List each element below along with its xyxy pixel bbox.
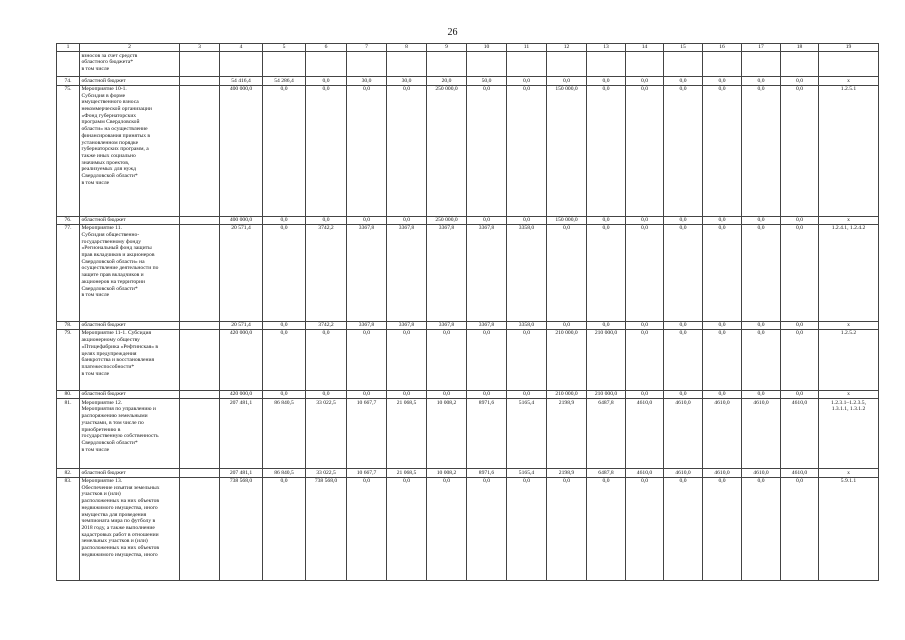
value-cell: 0,0: [467, 330, 507, 391]
value-cell: 0,0: [626, 477, 664, 580]
value-cell: 4610,0: [626, 399, 664, 469]
value-cell: [742, 52, 781, 77]
table-row: [57, 321, 879, 329]
item-name-cell: взносов за счет средств областного бюджета* в том числе: [80, 52, 180, 77]
value-cell: 4610,0: [742, 469, 781, 477]
value-cell: [626, 52, 664, 77]
value-cell: 0,0: [742, 224, 781, 321]
item-name-cell: областной бюджет: [80, 469, 180, 477]
value-cell: 0,0: [781, 391, 819, 399]
column-number-cell: 9: [427, 44, 467, 52]
value-cell: 4610,0: [626, 469, 664, 477]
row-number-cell: 74.: [57, 77, 80, 85]
value-cell: 21 068,5: [387, 469, 427, 477]
value-cell: 4610,0: [703, 399, 742, 469]
value-cell: [180, 52, 220, 77]
value-cell: 0,0: [547, 477, 587, 580]
value-cell: 0,0: [467, 216, 507, 224]
value-cell: 0,0: [664, 391, 703, 399]
value-cell: [180, 330, 220, 391]
value-cell: 0,0: [467, 391, 507, 399]
value-cell: 0,0: [626, 321, 664, 329]
value-cell: 2198,9: [547, 469, 587, 477]
value-cell: 1.2.3.1–1.2.3.5, 1.3.1.1, 1.3.1.2: [819, 399, 879, 469]
value-cell: 8971,6: [467, 399, 507, 469]
value-cell: 0,0: [387, 216, 427, 224]
value-cell: 5165,4: [507, 399, 547, 469]
value-cell: 0,0: [347, 330, 387, 391]
value-cell: 0,0: [547, 321, 587, 329]
value-cell: 0,0: [263, 85, 306, 216]
value-cell: 0,0: [587, 85, 626, 216]
value-cell: 250 000,0: [427, 216, 467, 224]
value-cell: 0,0: [664, 224, 703, 321]
value-cell: х: [819, 216, 879, 224]
value-cell: 5165,4: [507, 469, 547, 477]
value-cell: 0,0: [626, 77, 664, 85]
value-cell: 0,0: [781, 77, 819, 85]
value-cell: 33 022,5: [306, 399, 347, 469]
value-cell: 20 571,4: [220, 224, 263, 321]
item-name-cell: областной бюджет: [80, 391, 180, 399]
value-cell: 4610,0: [742, 399, 781, 469]
value-cell: [664, 52, 703, 77]
row-number-cell: [57, 52, 80, 77]
column-number-cell: 7: [347, 44, 387, 52]
table-row: [57, 391, 879, 399]
value-cell: 0,0: [626, 85, 664, 216]
column-number-cell: 16: [703, 44, 742, 52]
value-cell: 3367,8: [387, 224, 427, 321]
value-cell: 0,0: [263, 224, 306, 321]
value-cell: 0,0: [703, 321, 742, 329]
value-cell: 0,0: [664, 330, 703, 391]
value-cell: [587, 52, 626, 77]
value-cell: 0,0: [263, 477, 306, 580]
value-cell: 0,0: [507, 477, 547, 580]
value-cell: 150 000,0: [547, 216, 587, 224]
value-cell: [507, 52, 547, 77]
column-number-cell: 15: [664, 44, 703, 52]
value-cell: [703, 52, 742, 77]
value-cell: 6487,8: [587, 469, 626, 477]
value-cell: 3358,0: [507, 224, 547, 321]
value-cell: 0,0: [467, 477, 507, 580]
value-cell: 0,0: [507, 330, 547, 391]
value-cell: 0,0: [742, 391, 781, 399]
value-cell: [180, 477, 220, 580]
column-number-cell: 6: [306, 44, 347, 52]
value-cell: 54 416,4: [220, 77, 263, 85]
value-cell: 0,0: [507, 77, 547, 85]
value-cell: 0,0: [742, 77, 781, 85]
value-cell: [180, 391, 220, 399]
item-name-cell: Мероприятие 12. Мероприятия по управлению и распоряжению земельными участками, в том числе по приобретению в государственную собственность Свердловской области* в том числе: [80, 399, 180, 469]
item-name-cell: областной бюджет: [80, 321, 180, 329]
value-cell: 0,0: [781, 330, 819, 391]
value-cell: [306, 52, 347, 77]
value-cell: 150 000,0: [547, 85, 587, 216]
value-cell: 3367,8: [427, 224, 467, 321]
value-cell: 210 000,0: [547, 330, 587, 391]
value-cell: [180, 216, 220, 224]
value-cell: 0,0: [263, 330, 306, 391]
value-cell: 0,0: [703, 77, 742, 85]
item-name-cell: Мероприятие 13. Обеспечение изъятия земельных участков и (или) расположенных на них объектов недвижимого имущества, иного имущества для проведения чемпионата мира по футболу в 2018 году, а также выполнение кадастровых работ в отношении земельных участков и (или) расположенных на них объектов недвижимого имущества, иного: [80, 477, 180, 580]
column-number-cell: 11: [507, 44, 547, 52]
table-row: [57, 224, 879, 321]
column-number-cell: 12: [547, 44, 587, 52]
row-number-cell: 78.: [57, 321, 80, 329]
value-cell: [467, 52, 507, 77]
value-cell: 4610,0: [781, 399, 819, 469]
value-cell: [180, 77, 220, 85]
value-cell: 0,0: [626, 216, 664, 224]
column-number-cell: 2: [80, 44, 180, 52]
value-cell: 0,0: [587, 224, 626, 321]
value-cell: 6487,8: [587, 399, 626, 469]
value-cell: 4610,0: [664, 469, 703, 477]
value-cell: 0,0: [781, 85, 819, 216]
value-cell: 86 840,5: [263, 469, 306, 477]
value-cell: [180, 85, 220, 216]
value-cell: 0,0: [263, 216, 306, 224]
value-cell: 3367,8: [347, 321, 387, 329]
value-cell: 3742,2: [306, 224, 347, 321]
value-cell: 0,0: [703, 85, 742, 216]
value-cell: 210 000,0: [587, 330, 626, 391]
value-cell: 4610,0: [703, 469, 742, 477]
row-number-cell: 76.: [57, 216, 80, 224]
value-cell: 0,0: [703, 216, 742, 224]
table-row: [57, 216, 879, 224]
value-cell: 0,0: [664, 85, 703, 216]
value-cell: 400 000,0: [220, 216, 263, 224]
table-row: [57, 52, 879, 77]
value-cell: [180, 321, 220, 329]
value-cell: 1.2.4.1, 1.2.4.2: [819, 224, 879, 321]
value-cell: [180, 469, 220, 477]
value-cell: 0,0: [427, 477, 467, 580]
value-cell: [180, 224, 220, 321]
value-cell: 0,0: [742, 216, 781, 224]
value-cell: 0,0: [306, 216, 347, 224]
value-cell: 30,0: [387, 77, 427, 85]
value-cell: х: [819, 321, 879, 329]
item-name-cell: областной бюджет: [80, 216, 180, 224]
value-cell: 0,0: [626, 330, 664, 391]
value-cell: 250 000,0: [427, 85, 467, 216]
value-cell: 3367,8: [467, 224, 507, 321]
value-cell: 3367,8: [347, 224, 387, 321]
value-cell: 8971,6: [467, 469, 507, 477]
value-cell: 0,0: [664, 216, 703, 224]
value-cell: 0,0: [781, 216, 819, 224]
value-cell: 738 568,0: [220, 477, 263, 580]
value-cell: 420 000,0: [220, 391, 263, 399]
value-cell: [547, 52, 587, 77]
item-name-cell: Мероприятие 11. Субсидия общественно- государственному фонду «Региональный фонд защиты прав вкладчиков и акционеров Свердловской области» на осуществление деятельности по защите прав вкладчиков и акционеров на территории Свердловской области* в том числе: [80, 224, 180, 321]
column-number-cell: 5: [263, 44, 306, 52]
value-cell: 0,0: [427, 330, 467, 391]
value-cell: 0,0: [347, 216, 387, 224]
value-cell: 0,0: [742, 321, 781, 329]
row-number-cell: 81.: [57, 399, 80, 469]
value-cell: 0,0: [507, 216, 547, 224]
value-cell: 400 000,0: [220, 85, 263, 216]
value-cell: 0,0: [263, 391, 306, 399]
value-cell: 10 667,7: [347, 399, 387, 469]
value-cell: 0,0: [306, 85, 347, 216]
value-cell: 4610,0: [781, 469, 819, 477]
column-number-row: [57, 44, 879, 52]
value-cell: 3742,2: [306, 321, 347, 329]
value-cell: 2198,9: [547, 399, 587, 469]
value-cell: 20,0: [427, 77, 467, 85]
value-cell: 3358,0: [507, 321, 547, 329]
value-cell: 33 022,5: [306, 469, 347, 477]
column-number-cell: 18: [781, 44, 819, 52]
value-cell: 0,0: [742, 477, 781, 580]
table-row: [57, 477, 879, 580]
value-cell: 0,0: [587, 321, 626, 329]
value-cell: 0,0: [626, 224, 664, 321]
table-row: [57, 330, 879, 391]
row-number-cell: 77.: [57, 224, 80, 321]
value-cell: [819, 52, 879, 77]
value-cell: 420 000,0: [220, 330, 263, 391]
value-cell: 21 068,5: [387, 399, 427, 469]
value-cell: 0,0: [306, 391, 347, 399]
value-cell: 0,0: [387, 85, 427, 216]
value-cell: 0,0: [547, 224, 587, 321]
value-cell: [180, 399, 220, 469]
value-cell: 0,0: [547, 77, 587, 85]
item-name-cell: областной бюджет: [80, 77, 180, 85]
value-cell: [347, 52, 387, 77]
row-number-cell: 75.: [57, 85, 80, 216]
table-row: [57, 85, 879, 216]
value-cell: 0,0: [626, 391, 664, 399]
value-cell: 3367,8: [387, 321, 427, 329]
value-cell: 0,0: [347, 85, 387, 216]
value-cell: 20 571,4: [220, 321, 263, 329]
table-row: [57, 469, 879, 477]
value-cell: 0,0: [664, 321, 703, 329]
value-cell: 0,0: [427, 391, 467, 399]
column-number-cell: 10: [467, 44, 507, 52]
value-cell: 0,0: [587, 216, 626, 224]
value-cell: 86 840,5: [263, 399, 306, 469]
value-cell: 207 481,1: [220, 469, 263, 477]
value-cell: х: [819, 391, 879, 399]
value-cell: [427, 52, 467, 77]
value-cell: 0,0: [703, 391, 742, 399]
item-name-cell: Мероприятие 11-1. Субсидия акционерному обществу «Птицефабрика «Рефтинская» в целях предупреждения банкротства и восстановления платежеспособности* в том числе: [80, 330, 180, 391]
value-cell: 4610,0: [664, 399, 703, 469]
value-cell: 54 286,4: [263, 77, 306, 85]
value-cell: 0,0: [387, 391, 427, 399]
column-number-cell: 1: [57, 44, 80, 52]
column-number-cell: 14: [626, 44, 664, 52]
value-cell: 3367,8: [467, 321, 507, 329]
value-cell: 0,0: [387, 330, 427, 391]
value-cell: 0,0: [781, 477, 819, 580]
page-number: 26: [447, 27, 458, 38]
value-cell: 0,0: [507, 391, 547, 399]
value-cell: 3367,8: [427, 321, 467, 329]
value-cell: 5.9.1.1: [819, 477, 879, 580]
column-number-cell: 13: [587, 44, 626, 52]
value-cell: 10 008,2: [427, 399, 467, 469]
value-cell: 0,0: [467, 85, 507, 216]
row-number-cell: 82.: [57, 469, 80, 477]
value-cell: [263, 52, 306, 77]
value-cell: 0,0: [587, 477, 626, 580]
value-cell: 30,0: [347, 77, 387, 85]
value-cell: 0,0: [306, 77, 347, 85]
item-name-cell: Мероприятие 10-1. Субсидия в форме имущественного взноса некоммерческой организации «Фонд губернаторских программ Свердловской области» на осуществление финансирования принятых в установленном порядке губернаторских программ, а также иных социально значимых проектов, реализуемых для нужд Свердловской области* в том числе: [80, 85, 180, 216]
value-cell: 0,0: [306, 330, 347, 391]
value-cell: [387, 52, 427, 77]
column-number-cell: 3: [180, 44, 220, 52]
row-number-cell: 79.: [57, 330, 80, 391]
value-cell: 10 667,7: [347, 469, 387, 477]
column-number-cell: 19: [819, 44, 879, 52]
value-cell: 0,0: [664, 477, 703, 580]
value-cell: [781, 52, 819, 77]
value-cell: 0,0: [742, 330, 781, 391]
row-number-cell: 83.: [57, 477, 80, 580]
value-cell: 0,0: [507, 85, 547, 216]
value-cell: 738 568,0: [306, 477, 347, 580]
value-cell: 10 008,2: [427, 469, 467, 477]
value-cell: 210 000,0: [547, 391, 587, 399]
value-cell: 0,0: [781, 321, 819, 329]
column-number-cell: 4: [220, 44, 263, 52]
value-cell: 0,0: [587, 77, 626, 85]
value-cell: 0,0: [703, 224, 742, 321]
table-row: [57, 77, 879, 85]
value-cell: 0,0: [703, 330, 742, 391]
table-row: [57, 399, 879, 469]
value-cell: 1.2.5.1: [819, 85, 879, 216]
value-cell: 0,0: [347, 477, 387, 580]
value-cell: [220, 52, 263, 77]
value-cell: 0,0: [742, 85, 781, 216]
value-cell: 0,0: [387, 477, 427, 580]
value-cell: 0,0: [263, 321, 306, 329]
program-budget-table: [56, 43, 879, 581]
value-cell: 0,0: [781, 224, 819, 321]
value-cell: 0,0: [347, 391, 387, 399]
value-cell: 50,0: [467, 77, 507, 85]
value-cell: 0,0: [664, 77, 703, 85]
value-cell: х: [819, 77, 879, 85]
row-number-cell: 80.: [57, 391, 80, 399]
value-cell: х: [819, 469, 879, 477]
value-cell: 210 000,0: [587, 391, 626, 399]
column-number-cell: 17: [742, 44, 781, 52]
value-cell: 207 481,1: [220, 399, 263, 469]
value-cell: 1.2.5.2: [819, 330, 879, 391]
value-cell: 0,0: [703, 477, 742, 580]
column-number-cell: 8: [387, 44, 427, 52]
